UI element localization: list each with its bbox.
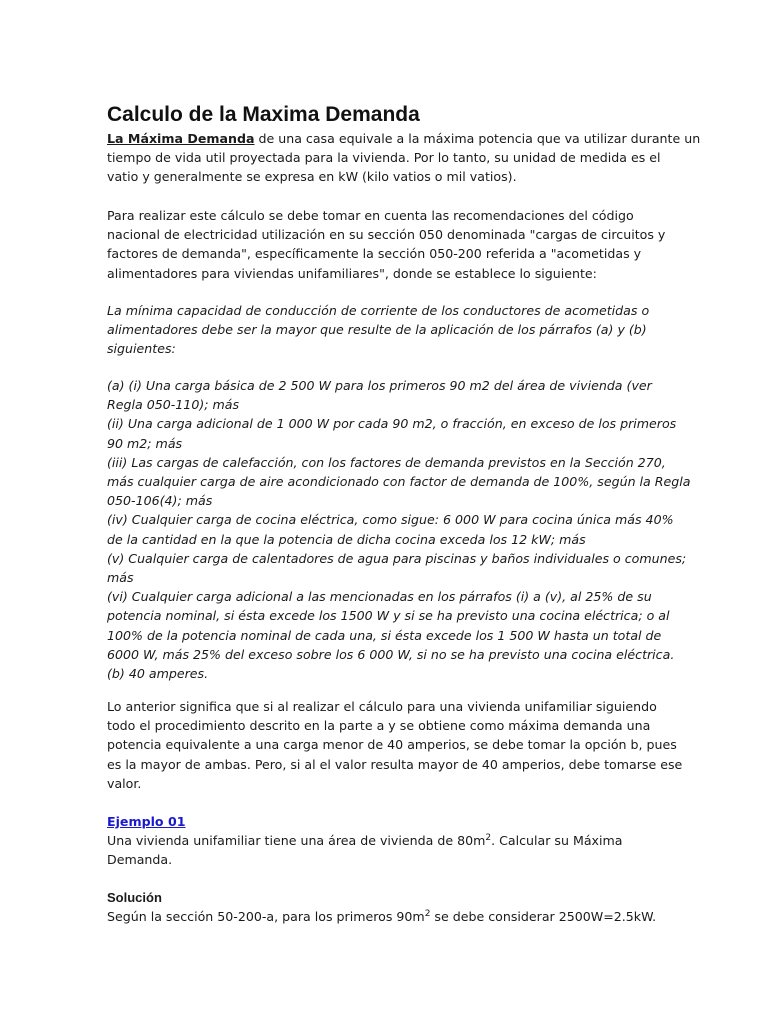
list-item: (b) 40 amperes. <box>107 666 209 682</box>
list-item: más <box>107 570 134 586</box>
list-item: 050-106(4); más <box>107 493 213 509</box>
list-item: (vi) Cualquier carga adicional a las mencionadas en los párrafos (i) a (v), al 25% de su <box>107 589 652 605</box>
example-paragraph: Una vivienda unifamiliar tiene una área de vivienda de $80m^2$. Calcular su Máxima Demanda. <box>107 832 623 868</box>
list-item: más cualquier carga de aire acondicionado con factor de demanda de 100%, según la Regla <box>107 474 691 490</box>
explanation-paragraph: Lo anterior significa que si al realizar el cálculo para una vivienda unifamiliar siguiendo todo el procedimiento descrito en la parte a y se obtiene como máxima demanda una potencia equivalente a una carga menor de 40 amperios, se debe tomar la opción b, pues es la mayor de ambas. Pero, si al el valor resulta mayor de 40 amperios, debe tomarse ese valor. <box>107 699 683 791</box>
list-item: 6000 W, más 25% del exceso sobre los 6 000 W, si no se ha previsto una cocina eléctrica. <box>107 646 675 662</box>
list-item: 90 m2; más <box>107 435 183 451</box>
code-reference-paragraph: Para realizar este cálculo se debe tomar en cuenta las recomendaciones del código nacional de electricidad utilización en su sección 050 denominada "cargas de circuitos y factores de demanda", específicamente la sección 050-200 referida a "acometidas y alimentadores para viviendas unifamiliares", donde se establece lo siguiente: <box>107 208 666 281</box>
list-item: Regla 050-110); más <box>107 397 240 413</box>
list-item: (iii) Las cargas de calefacción, con los factores de demanda previstos en la Sección 270, <box>107 454 666 470</box>
intro-paragraph: La Máxima Demanda de una casa equivale a la máxima potencia que va utilizar durante un tiempo de vida util proyectada para la vivienda. Por lo tanto, su unidad de medida es el vatio y generalmente se expresa en kW (kilo vatios o mil vatios). <box>107 131 701 185</box>
list-item: (ii) Una carga adicional de 1 000 W por cada 90 m2, o fracción, en exceso de los primeros <box>107 416 677 432</box>
list-item: de la cantidad en la que la potencia de dicha cocina exceda los 12 kW; más <box>107 531 586 547</box>
list-item: (v) Cualquier carga de calentadores de agua para piscinas y baños individuales o comunes; <box>107 550 687 566</box>
solution-heading: Solución <box>107 890 162 905</box>
example-01-link[interactable]: Ejemplo 01 <box>107 814 186 829</box>
solution-section: Solución Según la sección 50-200-a, para los primeros $90m^2$ se debe considerar 2500W=2.5kW. <box>107 888 667 926</box>
list-item: potencia nominal, si ésta excede los 1500 W y si se ha previsto una cocina eléctrica; o al <box>107 608 670 624</box>
list-item: (iv) Cualquier carga de cocina eléctrica, como sigue: 6 000 W para cocina única más 40% <box>107 512 674 528</box>
rule-list <box>107 376 691 683</box>
max-demand-term: La Máxima Demanda <box>107 131 255 146</box>
list-item: (a) (i) Una carga básica de 2 500 W para los primeros 90 m2 del área de vivienda (ver <box>107 378 652 393</box>
quoted-rule: La mínima capacidad de conducción de corriente de los conductores de acometidas o alimentadores debe ser la mayor que resulte de la aplicación de los párrafos (a) y (b) siguientes: <box>107 303 650 357</box>
list-item: 100% de la potencia nominal de cada una, si ésta excede los 1 500 W hasta un total de <box>107 627 662 643</box>
page-title: Calculo de la Maxima Demanda <box>107 103 420 126</box>
example-heading-wrap <box>107 812 667 831</box>
